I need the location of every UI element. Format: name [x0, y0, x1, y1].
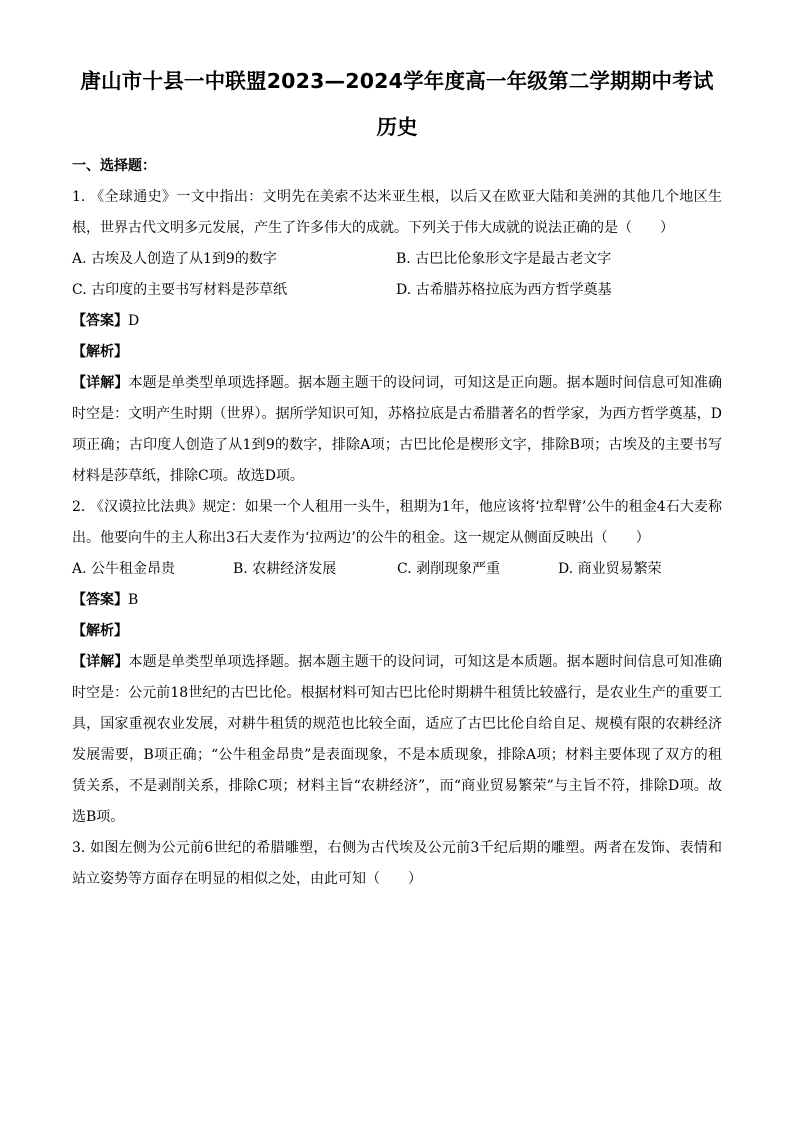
- option-b: B. 农耕经济发展: [233, 561, 337, 577]
- answer-value: B: [128, 592, 139, 608]
- option-c: C. 古印度的主要书写材料是莎草纸: [72, 282, 288, 298]
- option-a: A. 古埃及人创造了从1到9的数字: [72, 251, 277, 267]
- detail-text: 本题是单类型单项选择题。据本题主题干的设问词，可知这是本质题。据本题时间信息可知准确时空是：公元前18世纪的古巴比伦。根据材料可知古巴比伦时期耕牛租赁比较盛行，是农业生产的重要工具，国家重视农业发展，对耕牛租赁的规范也比较全面，适应了古巴比伦自给自足、规模有限的农耕经济发展需要，B项正确；“公牛租金昂贵”是表面现象，不是本质现象，排除A项；材料主要体现了双方的租赁关系，不是剥削关系，排除C项；材料主旨“农耕经济”，而“商业贸易繁荣”与主旨不符，排除D项。故选B项。: [72, 654, 723, 825]
- answer-tag: 【答案】: [72, 592, 128, 608]
- question-options: [72, 554, 722, 585]
- answer-tag: 【答案】: [72, 313, 128, 329]
- detail-text: 本题是单类型单项选择题。据本题主题干的设问词，可知这是正向题。据本题时间信息可知准确时空是：文明产生时期（世界）。据所学知识可知，苏格拉底是古希腊著名的哲学家，为西方哲学奠基，D项正确；古印度人创造了从1到9的数字，排除A项；古巴比伦是楔形文字，排除B项；古埃及的主要书写材料是莎草纸，排除C项。故选D项。: [72, 375, 723, 484]
- question-1: [72, 182, 722, 492]
- option-d: D. 古希腊苏格拉底为西方哲学奠基: [396, 282, 612, 298]
- exam-subject: 历史: [376, 115, 418, 139]
- option-a: A. 公牛租金昂贵: [72, 561, 176, 577]
- analysis-line: [72, 616, 722, 647]
- question-2: [72, 492, 722, 833]
- detail-paragraph: [72, 647, 722, 833]
- detail-tag: 【详解】: [72, 375, 129, 391]
- question-stem: 2. 《汉谟拉比法典》规定：如果一个人租用一头牛，租期为1年，他应该将‘拉犁臂’公牛的租金4石大麦称出。他要向牛的主人称出3石大麦作为‘拉两边’的公牛的租金。这一规定从侧面反映出（ ）: [72, 499, 722, 546]
- option-b: B. 古巴比伦象形文字是最古老文字: [396, 251, 612, 267]
- exam-title: 唐山市十县一中联盟2023—2024学年度高一年级第二学期期中考试: [80, 69, 714, 93]
- question-stem: 3. 如图左侧为公元前6世纪的希腊雕塑，右侧为古代埃及公元前3千纪后期的雕塑。两者在发饰、表情和站立姿势等方面存在明显的相似之处，由此可知（ ）: [72, 840, 722, 887]
- answer-line: [72, 585, 722, 616]
- analysis-tag: 【解析】: [72, 623, 128, 639]
- detail-paragraph: [72, 368, 722, 492]
- answer-line: [72, 306, 722, 337]
- option-d: D. 商业贸易繁荣: [558, 561, 662, 577]
- section-heading: 一、选择题：: [72, 158, 156, 174]
- question-3: [72, 833, 722, 895]
- question-options: [72, 244, 722, 306]
- detail-tag: 【详解】: [72, 654, 129, 670]
- analysis-tag: 【解析】: [72, 344, 128, 360]
- option-c: C. 剥削现象严重: [397, 561, 501, 577]
- question-stem: 1. 《全球通史》一文中指出：文明先在美索不达米亚生根，以后又在欧亚大陆和美洲的其他几个地区生根，世界古代文明多元发展，产生了许多伟大的成就。下列关于伟大成就的说法正确的是（ ）: [72, 189, 722, 236]
- answer-value: D: [128, 313, 140, 329]
- analysis-line: [72, 337, 722, 368]
